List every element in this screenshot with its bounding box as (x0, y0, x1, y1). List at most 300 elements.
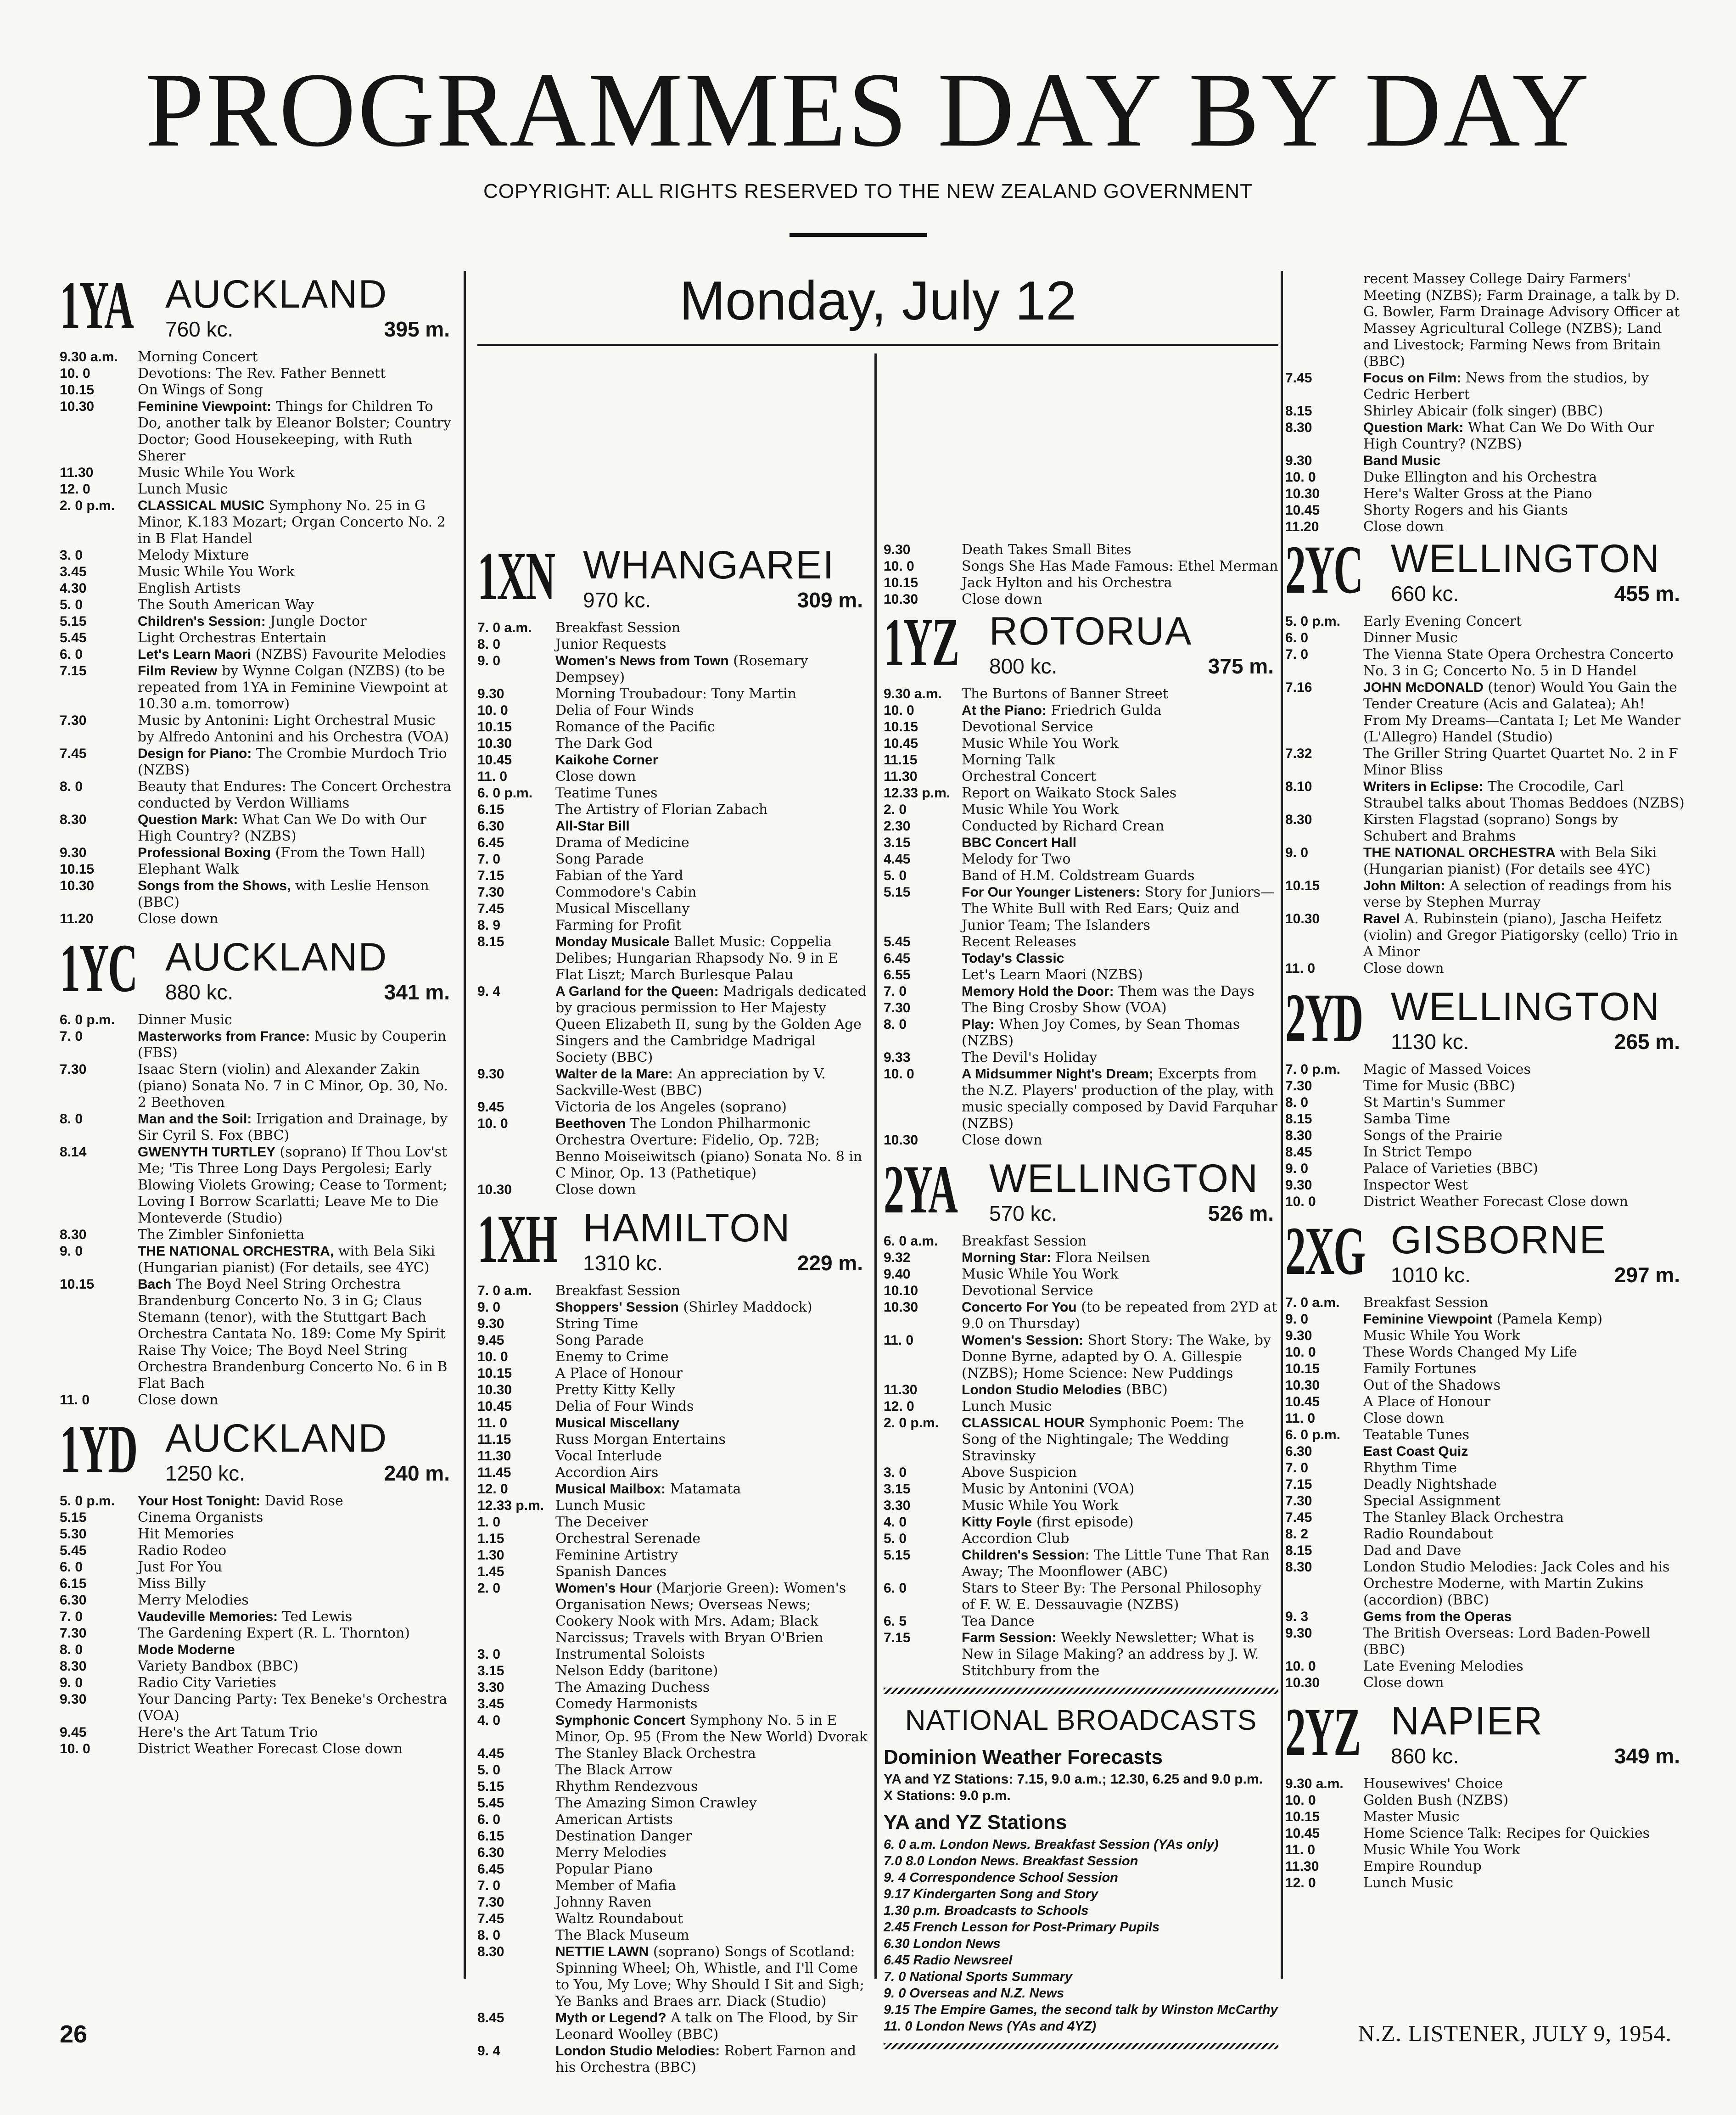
programme-desc: Lunch Music (962, 1398, 1052, 1414)
programme-title: Kaikohe Corner (555, 752, 658, 768)
station-wavelength: 395 m. (384, 317, 450, 341)
programme-item (1285, 1194, 1685, 1210)
programme-title: Feminine Viewpoint: (138, 399, 272, 414)
programme-desc: Death Takes Small Bites (962, 542, 1131, 558)
programme-title: London Studio Melodies: (555, 2043, 720, 2059)
programme-desc: Empire Roundup (1363, 1858, 1482, 1874)
programme-time: 10.30 (884, 592, 918, 607)
programme-desc: Close down (962, 1132, 1042, 1148)
programme-time: 9.30 (60, 845, 87, 860)
programme-desc: An appreciation by V. Sackville-West (BBC) (555, 1066, 826, 1099)
programme-desc: Enemy to Crime (555, 1349, 669, 1365)
programme-time: 9.30 (60, 1692, 87, 1707)
programme-time: 7. 0 a.m. (477, 1283, 532, 1298)
programme-item (477, 1415, 868, 1431)
programme-desc: The Vienna State Opera Orchestra Concerto No. 3 in G; Concerto No. 5 in D Handel (1363, 646, 1674, 679)
programme-time: 3. 0 (884, 1465, 907, 1480)
programme-desc: A talk on The Flood, by Sir Leonard Woolley (BBC) (555, 2010, 858, 2042)
publication-credit: N.Z. LISTENER, JULY 9, 1954. (1358, 2020, 1672, 2046)
programme-time: 9.40 (884, 1267, 911, 1282)
programme-time: 8. 0 (60, 1642, 83, 1657)
programme-time: 9. 4 (477, 984, 501, 999)
programme-desc: Devotions: The Rev. Father Bennett (138, 365, 386, 381)
programme-item (60, 1526, 454, 1543)
programme-item (60, 911, 454, 927)
programme-item (477, 983, 868, 1066)
programme-item (1285, 1625, 1685, 1658)
programme-time: 10.30 (477, 1382, 512, 1397)
programme-item (477, 653, 868, 686)
programme-desc: Breakfast Session (555, 1283, 681, 1299)
station-frequency: 1010 kc. (1391, 1263, 1471, 1287)
programme-item (60, 597, 454, 613)
programme-desc: Jungle Doctor (270, 613, 367, 629)
national-item: 9.17 Kindergarten Song and Story (884, 1887, 1098, 1902)
programme-item (884, 884, 1278, 934)
programme-item (477, 1514, 868, 1531)
station-wavelength: 526 m. (1208, 1201, 1274, 1225)
programme-time: 8.14 (60, 1144, 87, 1160)
programme-list (1285, 1295, 1685, 1691)
programme-title: John Milton: (1363, 878, 1445, 893)
programme-item (60, 398, 454, 465)
station-city: NAPIER (1391, 1699, 1544, 1743)
station-frequency: 1130 kc. (1391, 1030, 1469, 1054)
programme-time: 7.45 (477, 1911, 504, 1926)
programme-item (60, 365, 454, 382)
programme-desc: The Zimbler Sinfonietta (138, 1227, 305, 1243)
programme-item (60, 1144, 454, 1227)
national-item: 7.0 8.0 London News. Breakfast Session (884, 1854, 1138, 1868)
programme-time: 9. 0 (477, 653, 501, 668)
programme-desc: In Strict Tempo (1363, 1144, 1472, 1160)
programme-title: CLASSICAL MUSIC (138, 498, 265, 513)
station-header (477, 538, 868, 620)
programme-item (1285, 1776, 1685, 1792)
programme-item (884, 1250, 1278, 1266)
programme-desc: News from the studios, by Cedric Herbert (1363, 370, 1649, 403)
programme-time: 10. 0 (477, 1116, 508, 1131)
programme-desc: Accordion Airs (555, 1464, 659, 1481)
programme-time: 10. 0 (884, 703, 914, 718)
programme-item (1285, 1328, 1685, 1344)
national-item: 7. 0 National Sports Summary (884, 1969, 1072, 1984)
programme-title: Design for Piano: (138, 746, 252, 761)
programme-item (884, 752, 1278, 769)
programme-desc: (Rosemary Dempsey) (555, 653, 808, 685)
programme-desc: (BBC) (1126, 1382, 1168, 1398)
programme-item (1285, 646, 1685, 679)
programme-item (884, 1613, 1278, 1630)
ya-yz-title: YA and YZ Stations (884, 1811, 1067, 1834)
programme-desc: Variety Bandbox (BBC) (138, 1658, 299, 1674)
programme-time: 11. 0 (477, 1415, 508, 1431)
programme-time: 6. 0 p.m. (1285, 1427, 1341, 1442)
programme-desc: Delia of Four Winds (555, 702, 694, 718)
programme-time: 10. 0 (477, 703, 508, 718)
programme-desc: Lunch Music (1363, 1875, 1454, 1891)
programme-time: 6. 0 (60, 1560, 83, 1575)
station-header (1285, 1694, 1685, 1776)
programme-item (477, 702, 868, 719)
programme-item (477, 785, 868, 802)
programme-time: 5.45 (60, 1543, 87, 1558)
programme-time: 4. 0 (477, 1713, 501, 1728)
programme-time: 7. 0 (884, 984, 907, 999)
programme-item (477, 851, 868, 868)
programme-item (60, 1061, 454, 1111)
programme-desc: Just For You (138, 1559, 223, 1575)
programme-title: Question Mark: (138, 812, 238, 827)
station-block (1285, 1694, 1685, 1891)
programme-item (1285, 1344, 1685, 1361)
programme-desc: Above Suspicion (962, 1464, 1077, 1481)
programme-time: 7.45 (1285, 1510, 1312, 1525)
programme-time: 11.45 (477, 1465, 511, 1480)
programme-desc: Recent Releases (962, 934, 1076, 950)
programme-desc: Palace of Varieties (BBC) (1363, 1161, 1538, 1177)
programme-item (477, 1894, 868, 1911)
station-block (60, 267, 454, 927)
programme-desc: Radio Roundabout (1363, 1526, 1493, 1542)
programme-time: 10. 0 (1285, 1659, 1316, 1674)
programme-time: 9.30 (884, 542, 911, 557)
programme-item (884, 1630, 1278, 1679)
programme-desc: (tenor) Would You Gain the Tender Creature (Acis and Galatea); Ah! From My Dreams—Cantata I; Let Me Wander (L'Allegro) Handel (Studio) (1363, 679, 1681, 745)
programme-desc: Delia of Four Winds (555, 1398, 694, 1414)
programme-list (1285, 1776, 1685, 1891)
programme-desc: Russ Morgan Entertains (555, 1431, 726, 1447)
national-item: 9.15 The Empire Games, the second talk by Winston McCarthy (884, 2003, 1278, 2017)
programme-desc: (Shirley Maddock) (683, 1299, 812, 1315)
programme-time: 7.15 (60, 663, 87, 679)
programme-item (60, 580, 454, 597)
programme-desc: Close down (1363, 1410, 1444, 1426)
programme-desc: The Burtons of Banner Street (962, 686, 1169, 702)
programme-item (1285, 1410, 1685, 1427)
programme-time: 11. 0 (477, 769, 508, 784)
programme-desc: Miss Billy (138, 1576, 206, 1592)
programme-time: 10. 0 (60, 366, 90, 381)
programme-desc: Music While You Work (1363, 1842, 1520, 1858)
programme-desc: The Bing Crosby Show (VOA) (962, 1000, 1167, 1016)
station-wavelength: 375 m. (1208, 654, 1274, 678)
programme-desc: (first episode) (1036, 1514, 1134, 1530)
programme-desc: Report on Waikato Stock Sales (962, 785, 1177, 801)
programme-item (884, 686, 1278, 702)
programme-desc: Victoria de los Angeles (soprano) (555, 1099, 787, 1115)
programme-time: 10.15 (60, 862, 95, 877)
programme-time: 7.16 (1285, 680, 1312, 695)
station-frequency: 1310 kc. (583, 1251, 663, 1275)
programme-item (884, 802, 1278, 818)
programme-desc: Song Parade (555, 851, 644, 867)
programme-item (1285, 271, 1685, 370)
programme-time: 10. 0 (477, 1349, 508, 1364)
programme-item (884, 1481, 1278, 1498)
programme-title: East Coast Quiz (1363, 1444, 1468, 1459)
programme-desc: Radio City Varieties (138, 1675, 276, 1691)
programme-time: 7. 0 (1285, 647, 1309, 662)
programme-time: 11. 0 (884, 1333, 914, 1348)
national-item: 9. 0 Overseas and N.Z. News (884, 1986, 1064, 2001)
programme-item (884, 1132, 1278, 1149)
programme-desc: Fabian of the Yard (555, 868, 683, 884)
programme-item (1285, 613, 1685, 630)
programme-desc: Breakfast Session (1363, 1295, 1489, 1311)
programme-desc: Duke Ellington and his Orchestra (1363, 469, 1597, 485)
programme-desc: District Weather Forecast Close down (1363, 1194, 1629, 1210)
programme-time: 3.45 (60, 564, 87, 579)
programme-title: Feminine Viewpoint (1363, 1312, 1493, 1327)
programme-item (477, 1580, 868, 1646)
programme-item (884, 1547, 1278, 1580)
programme-item (1285, 911, 1685, 960)
programme-item (1285, 1526, 1685, 1543)
programme-time: 5. 0 p.m. (60, 1493, 115, 1509)
programme-desc: What Can We Do with Our High Country? (NZBS) (138, 812, 427, 844)
station-frequency: 760 kc. (165, 317, 234, 341)
programme-list (884, 542, 1278, 608)
programme-time: 11.20 (1285, 519, 1319, 534)
programme-item (477, 1531, 868, 1547)
programme-time: 7.45 (1285, 370, 1312, 386)
programme-desc: Spanish Dances (555, 1564, 667, 1580)
programme-title: Professional Boxing (138, 845, 271, 860)
programme-item (477, 1762, 868, 1778)
programme-time: 8. 0 (477, 637, 501, 652)
programme-desc: The London Philharmonic Orchestra Overture: Fidelio, Op. 72B; Benno Moiseiwitsch (piano) Sonata No. 8 in C Minor, Op. 13 (Pathetique) (555, 1116, 862, 1181)
programme-item (1285, 1427, 1685, 1443)
programme-time: 6. 5 (884, 1614, 907, 1629)
programme-desc: The Crombie Murdoch Trio (NZBS) (138, 746, 447, 778)
programme-time: 8. 9 (477, 918, 501, 933)
programme-time: 8.15 (477, 934, 504, 949)
programme-item (884, 835, 1278, 851)
programme-desc: David Rose (264, 1493, 343, 1509)
programme-desc: Let's Learn Maori (NZBS) (962, 967, 1143, 983)
programme-item (60, 1227, 454, 1243)
programme-desc: The Amazing Duchess (555, 1679, 710, 1695)
programme-time: 11.30 (477, 1448, 511, 1464)
programme-time: 9.30 a.m. (884, 686, 942, 701)
programme-title: Band Music (1363, 453, 1441, 468)
programme-time: 8.15 (1285, 404, 1312, 419)
programme-desc: Merry Melodies (555, 1845, 666, 1861)
programme-item (60, 646, 454, 663)
programme-item (1285, 486, 1685, 502)
programme-desc: Light Orchestras Entertain (138, 630, 327, 646)
programme-desc: Merry Melodies (138, 1592, 249, 1608)
programme-desc: Things for Children To Do, another talk by Eleanor Bolster; Country Doctor; Good Housekeeping, with Ruth Sherer (138, 398, 451, 464)
programme-time: 8.15 (1285, 1111, 1312, 1127)
programme-item (477, 2010, 868, 2043)
programme-item (477, 1663, 868, 1679)
programme-item (477, 1564, 868, 1580)
programme-time: 10.30 (1285, 1378, 1320, 1393)
programme-desc: Popular Piano (555, 1861, 653, 1877)
programme-item (1285, 1111, 1685, 1128)
programme-title: Musical Mailbox: (555, 1481, 666, 1497)
programme-desc: Early Evening Concert (1363, 613, 1522, 629)
station-wavelength: 349 m. (1614, 1744, 1680, 1768)
programme-item (477, 1828, 868, 1845)
programme-item (60, 1509, 454, 1526)
programme-item (477, 1382, 868, 1398)
station-city: AUCKLAND (165, 272, 388, 316)
programme-desc: String Time (555, 1316, 638, 1332)
programme-time: 10.30 (884, 1133, 918, 1148)
programme-desc: Band of H.M. Coldstream Guards (962, 868, 1195, 884)
programme-item (884, 1016, 1278, 1049)
programme-time: 8. 0 (60, 1111, 83, 1127)
programme-time: 2. 0 (477, 1581, 501, 1596)
programme-desc: Kirsten Flagstad (soprano) Songs by Schubert and Brahms (1363, 812, 1618, 844)
programme-item (1285, 1377, 1685, 1394)
station-wavelength: 341 m. (384, 980, 450, 1004)
programme-item (884, 542, 1278, 558)
programme-time: 12. 0 (60, 482, 90, 497)
programme-title: NETTIE LAWN (555, 1944, 649, 1959)
programme-item (1285, 1609, 1685, 1625)
programme-item (477, 1745, 868, 1762)
programme-desc: The Dark God (555, 735, 653, 752)
programme-title: Musical Miscellany (555, 1415, 680, 1431)
station-wavelength: 240 m. (384, 1461, 450, 1485)
programme-item (884, 1531, 1278, 1547)
programme-item (477, 1332, 868, 1349)
programme-item (60, 1592, 454, 1609)
programme-title: Your Host Tonight: (138, 1493, 261, 1509)
programme-desc: Deadly Nightshade (1363, 1476, 1497, 1492)
wavy-divider (884, 1688, 1278, 1694)
programme-title: Songs from the Shows, (138, 878, 291, 893)
programme-time: 7. 0 (477, 1878, 501, 1893)
station-callsign: 1XH (477, 1201, 557, 1277)
programme-time: 2. 0 p.m. (60, 498, 115, 513)
programme-time: 3.30 (477, 1680, 504, 1695)
programme-time: 6. 0 p.m. (477, 785, 533, 801)
station-header (884, 1151, 1278, 1233)
programme-item (60, 845, 454, 861)
programme-item (477, 1464, 868, 1481)
programme-desc: (to be repeated from 2YD at 9.0 on Thursday) (962, 1299, 1277, 1332)
programme-desc: Beauty that Endures: The Concert Orchestra conducted by Verdon Williams (138, 779, 452, 811)
programme-item (1285, 1792, 1685, 1809)
programme-time: 6.30 (477, 819, 504, 834)
programme-time: 3.15 (477, 1663, 504, 1678)
programme-desc: Close down (1363, 960, 1444, 976)
programme-desc: (Pamela Kemp) (1496, 1311, 1603, 1327)
programme-desc: Weekly Newsletter; What is New in Silage Making? an address by J. W. Stitchbury from the (962, 1630, 1259, 1679)
programme-desc: Morning Troubadour: Tony Martin (555, 686, 796, 702)
programme-desc: Samba Time (1363, 1111, 1450, 1127)
programme-desc: Nelson Eddy (baritone) (555, 1663, 718, 1679)
programme-time: 9. 0 (1285, 845, 1309, 860)
programme-desc: by Wynne Colgan (NZBS) (to be repeated from 1YA in Feminine Viewpoint at 10.30 a.m. tomorrow) (138, 663, 448, 712)
programme-time: 11.15 (477, 1432, 511, 1447)
station-block (60, 930, 454, 1408)
programme-time: 3.15 (884, 835, 911, 850)
station-wavelength: 265 m. (1614, 1030, 1680, 1054)
programme-item (60, 465, 454, 481)
programme-time: 10.15 (1285, 1361, 1320, 1376)
programme-item (60, 382, 454, 398)
programme-title: For Our Younger Listeners: (962, 885, 1140, 900)
date-divider (477, 344, 1278, 346)
programme-time: 10. 0 (1285, 1793, 1316, 1808)
programme-desc: Special Assignment (1363, 1493, 1501, 1509)
programme-title: Morning Star: (962, 1250, 1051, 1265)
programme-item (60, 779, 454, 812)
programme-item (477, 1066, 868, 1099)
programme-title: BBC Concert Hall (962, 835, 1077, 850)
programme-item (477, 636, 868, 653)
programme-desc: Farming for Profit (555, 917, 682, 933)
programme-desc: Music While You Work (962, 735, 1119, 752)
programme-desc: with Bela Siki (Hungarian pianist) (For details, see 4YC) (138, 1243, 435, 1276)
programme-time: 9.45 (477, 1333, 504, 1348)
programme-desc: The Deceiver (555, 1514, 648, 1530)
programme-time: 5. 0 (884, 1531, 907, 1546)
programme-desc: Teatime Tunes (555, 785, 658, 801)
programme-item (1285, 1094, 1685, 1111)
station-callsign: 2YZ (1285, 1694, 1360, 1770)
programme-desc: The Stanley Black Orchestra (1363, 1509, 1564, 1526)
programme-time: 9. 4 (477, 2043, 501, 2059)
programme-item (477, 719, 868, 735)
programme-list (1285, 1061, 1685, 1210)
programme-item (1285, 1443, 1685, 1460)
weather-ya-yz: YA and YZ Stations: 7.15, 9.0 a.m.; 12.30, 6.25 and 9.0 p.m. (884, 1772, 1263, 1787)
programme-item (884, 719, 1278, 735)
programme-time: 5.30 (60, 1526, 87, 1542)
national-list (884, 1836, 1278, 2035)
programme-time: 6. 0 (884, 1581, 907, 1596)
programme-time: 8.15 (1285, 1543, 1312, 1558)
programme-time: 10.45 (477, 752, 512, 768)
programme-time: 10. 0 (1285, 1345, 1316, 1360)
programme-item (477, 1845, 868, 1861)
programme-item (1285, 1128, 1685, 1144)
programme-time: 10.45 (1285, 1394, 1320, 1409)
programme-time: 8.30 (60, 812, 87, 827)
programme-time: 8. 0 (1285, 1095, 1309, 1110)
programme-desc: Morning Concert (138, 349, 258, 365)
programme-time: 6. 0 p.m. (60, 1012, 115, 1027)
programme-desc: Devotional Service (962, 719, 1093, 735)
station-frequency: 970 kc. (583, 588, 651, 612)
programme-item (884, 967, 1278, 983)
programme-title: Women's Session: (962, 1333, 1083, 1348)
programme-desc: Close down (138, 911, 218, 927)
programme-time: 8. 0 (477, 1928, 501, 1943)
programme-desc: Member of Mafia (555, 1878, 676, 1894)
programme-desc: Symphonic Poem: The Song of the Nightingale; The Wedding Stravinsky (962, 1415, 1244, 1464)
programme-desc: (NZBS) Favourite Melodies (255, 646, 446, 662)
programme-item (477, 1778, 868, 1795)
station-city: WHANGAREI (583, 543, 835, 587)
programme-time: 1.30 (477, 1548, 504, 1563)
programme-desc: Dinner Music (1363, 630, 1458, 646)
programme-time: 8.10 (1285, 779, 1312, 794)
programme-list (477, 620, 868, 1198)
programme-item (60, 547, 454, 564)
programme-list (60, 349, 454, 927)
programme-title: Walter de la Mare: (555, 1066, 673, 1082)
programme-time: 9. 0 (1285, 1161, 1309, 1176)
programme-desc: Radio Rodeo (138, 1543, 227, 1559)
